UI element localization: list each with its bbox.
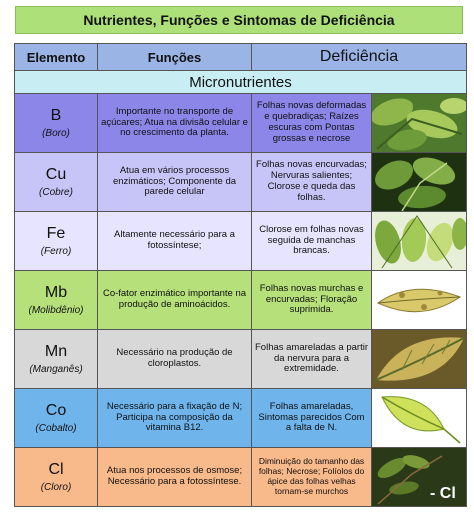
element-name: (Ferro) bbox=[40, 245, 72, 257]
leaf-photo-chlorine bbox=[372, 448, 467, 507]
element-symbol: Mn bbox=[44, 343, 68, 361]
element-name: (Manganês) bbox=[29, 363, 83, 375]
element-name: (Molibdênio) bbox=[28, 304, 84, 316]
element-cell bbox=[15, 271, 98, 330]
leaf-photo-manganese bbox=[372, 330, 467, 389]
element-cell bbox=[15, 330, 98, 389]
element-cell bbox=[15, 448, 98, 507]
section-title: Micronutrientes bbox=[15, 71, 467, 94]
header-deficiencia: Deficiência bbox=[252, 44, 467, 71]
table-row bbox=[15, 448, 467, 507]
deficiency-cell: Folhas novas encurvadas; Nervuras salientes; Clorose e queda das folhas. bbox=[252, 153, 372, 212]
element-cell bbox=[15, 153, 98, 212]
deficiency-cell: Diminuição do tamanho das folhas; Necrose; Folíolos do ápice das folhas velhas tornam-se murchos bbox=[252, 448, 372, 507]
element-name: (Cloro) bbox=[40, 481, 72, 493]
leaf-photo-iron bbox=[372, 212, 467, 271]
page-title: Nutrientes, Funções e Sintomas de Deficiência bbox=[15, 6, 463, 34]
element-cell bbox=[15, 389, 98, 448]
function-cell: Co-fator enzimático importante na produção de aminoácidos. bbox=[98, 271, 252, 330]
table-row bbox=[15, 271, 467, 330]
deficiency-cell: Folhas amareladas a partir da nervura para a extremidade. bbox=[252, 330, 372, 389]
header-elemento: Elemento bbox=[15, 44, 98, 71]
element-symbol: Fe bbox=[46, 225, 66, 243]
element-cell bbox=[15, 212, 98, 271]
leaf-photo-molybdenum bbox=[372, 271, 467, 330]
element-symbol: Co bbox=[45, 402, 67, 420]
leaf-photo-boron bbox=[372, 94, 467, 153]
element-symbol: Cl bbox=[48, 461, 64, 479]
element-name: (Cobre) bbox=[39, 186, 73, 198]
deficiency-cell: Folhas amareladas, Sintomas parecidos Com a falta de N. bbox=[252, 389, 372, 448]
table-row bbox=[15, 94, 467, 153]
photo-label: - Cl bbox=[430, 485, 456, 502]
function-cell: Atua nos processos de osmose; Necessário para a fotossíntese. bbox=[98, 448, 252, 507]
header-funcoes: Funções bbox=[98, 44, 252, 71]
function-cell: Necessário na produção de cloroplastos. bbox=[98, 330, 252, 389]
deficiency-cell: Clorose em folhas novas seguida de manchas brancas. bbox=[252, 212, 372, 271]
table-row bbox=[15, 212, 467, 271]
function-cell: Altamente necessário para a fotossíntese; bbox=[98, 212, 252, 271]
element-cell bbox=[15, 94, 98, 153]
element-symbol: Mb bbox=[44, 284, 68, 302]
element-name: (Cobalto) bbox=[35, 422, 77, 434]
deficiency-cell: Folhas novas murchas e encurvadas; Floração suprimida. bbox=[252, 271, 372, 330]
table-row bbox=[15, 153, 467, 212]
leaf-photo-cobalt bbox=[372, 389, 467, 448]
function-cell: Necessário para a fixação de N; Participa na composição da vitamina B12. bbox=[98, 389, 252, 448]
element-symbol: B bbox=[50, 107, 62, 125]
leaf-photo-copper bbox=[372, 153, 467, 212]
element-name: (Boro) bbox=[42, 127, 70, 139]
deficiency-cell: Folhas novas deformadas e quebradiças; Raízes escuras com Pontas grossas e necrose bbox=[252, 94, 372, 153]
section-row bbox=[15, 71, 467, 94]
function-cell: Atua em vários processos enzimáticos; Componente da parede celular bbox=[98, 153, 252, 212]
nutrient-table bbox=[14, 43, 467, 507]
table-header-row bbox=[15, 44, 467, 71]
table-row bbox=[15, 330, 467, 389]
function-cell: Importante no transporte de açúcares; Atua na divisão celular e no crescimento da planta. bbox=[98, 94, 252, 153]
element-symbol: Cu bbox=[45, 166, 67, 184]
table-row bbox=[15, 389, 467, 448]
